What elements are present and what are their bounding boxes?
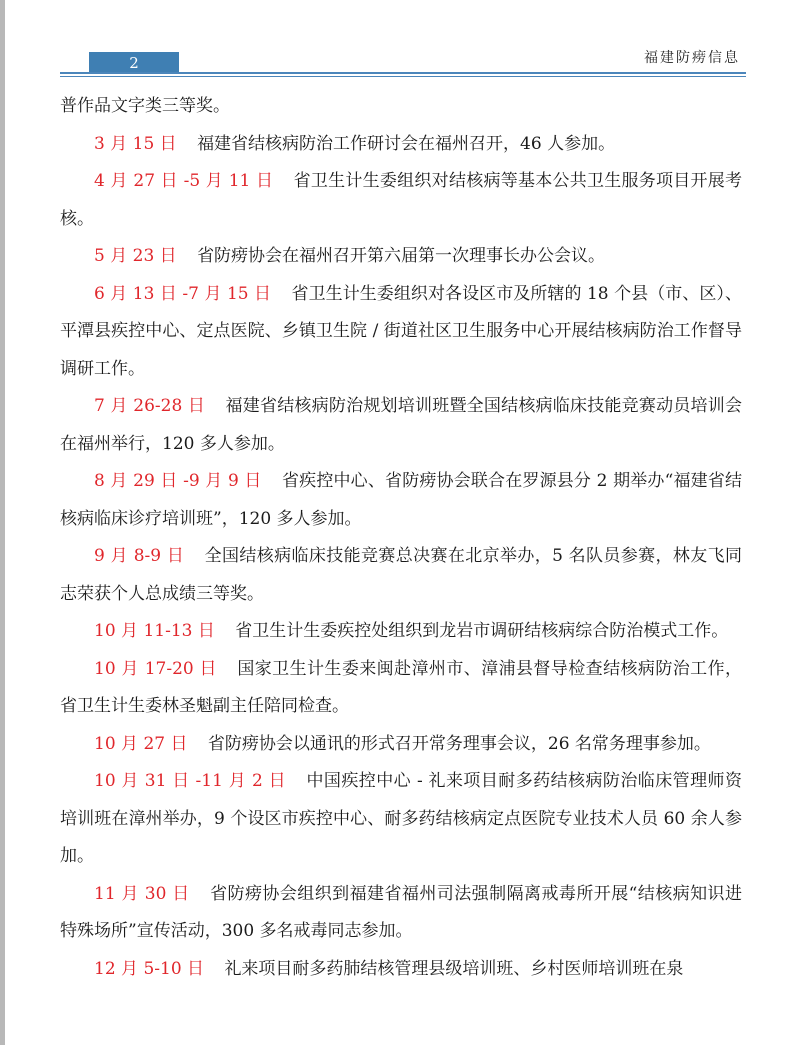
entry-date: 8 月 29 日 -9 月 9 日 (94, 471, 262, 491)
entry-date: 3 月 15 日 (94, 133, 177, 154)
chronicle-entry (60, 613, 742, 651)
entry-text: 福建省结核病防治规划培训班暨全国结核病临床技能竞赛动员培训会在福州举行，120 多人参加。 (60, 396, 742, 454)
publication-title: 福建防痨信息 (644, 50, 740, 66)
entry-text: 国家卫生计生委来闽赴漳州市、漳浦县督导检查结核病防治工作，省卫生计生委林圣魁副主任陪同检查。 (60, 658, 742, 716)
entry-date: 10 月 31 日 -11 月 2 日 (94, 771, 287, 791)
entry-date: 10 月 27 日 (94, 733, 188, 754)
entry-date: 6 月 13 日 -7 月 15 日 (94, 283, 272, 304)
entry-date: 9 月 8-9 日 (94, 546, 185, 566)
chronicle-entry (60, 763, 742, 876)
entry-text: 省卫生计生委疾控处组织到龙岩市调研结核病综合防治模式工作。 (235, 621, 729, 641)
entry-date: 10 月 17-20 日 (94, 658, 217, 679)
entry-text: 省疾控中心、省防痨协会联合在罗源县分 2 期举办“福建省结核病临床诊疗培训班”，120 多人参加。 (60, 471, 742, 529)
chronicle-entry (60, 538, 742, 613)
entry-text: 中国疾控中心 - 礼来项目耐多药结核病防治临床管理师资培训班在漳州举办，9 个设区市疾控中心、耐多药结核病定点医院专业技术人员 60 余人参加。 (60, 771, 742, 866)
entry-text: 省卫生计生委组织对结核病等基本公共卫生服务项目开展考核。 (60, 171, 743, 229)
chronicle-entry (60, 388, 742, 463)
chronicle-entry (60, 951, 742, 989)
entry-date: 10 月 11-13 日 (94, 621, 215, 641)
chronicle-entry (60, 463, 742, 538)
page-number-badge: 2 (89, 52, 179, 74)
entry-text: 礼来项目耐多药肺结核管理县级培训班、乡村医师培训班在泉 (224, 958, 684, 979)
chronicle-entry (60, 726, 742, 764)
entry-date: 5 月 23 日 (94, 246, 177, 266)
entry-text: 省防痨协会以通讯的形式召开常务理事会议，26 名常务理事参加。 (207, 733, 711, 754)
entry-date: 7 月 26-28 日 (94, 396, 206, 416)
chronicle-entry (60, 238, 742, 276)
entry-text: 全国结核病临床技能竞赛总决赛在北京举办，5 名队员参赛，林友飞同志荣获个人总成绩三等奖。 (60, 546, 743, 604)
chronicle-entry (60, 276, 742, 389)
page-left-edge (0, 0, 5, 1045)
chronicle-entry (60, 126, 742, 164)
entry-text: 省防痨协会组织到福建省福州司法强制隔离戒毒所开展“结核病知识进特殊场所”宣传活动，300 多名戒毒同志参加。 (60, 883, 742, 941)
chronicle-entry (60, 876, 742, 951)
page-header (60, 0, 746, 80)
entry-text: 省卫生计生委组织对各设区市及所辖的 18 个县（市、区）、平潭县疾控中心、定点医院、乡镇卫生院 / 街道社区卫生服务中心开展结核病防治工作督导调研工作。 (60, 283, 742, 379)
entry-date: 4 月 27 日 -5 月 11 日 (94, 171, 274, 191)
entry-text: 普作品文字类三等奖。 (60, 96, 230, 116)
entry-text: 福建省结核病防治工作研讨会在福州召开，46 人参加。 (197, 133, 616, 154)
chronicle-entry (60, 88, 742, 126)
header-rule-thin (60, 76, 746, 77)
chronicle-entry (60, 163, 742, 238)
entry-date: 11 月 30 日 (94, 883, 190, 904)
header-rule (60, 72, 746, 74)
chronicle-body (60, 88, 742, 988)
entry-date: 12 月 5-10 日 (94, 958, 205, 979)
entry-text: 省防痨协会在福州召开第六届第一次理事长办公会议。 (197, 246, 606, 266)
chronicle-entry (60, 651, 742, 726)
